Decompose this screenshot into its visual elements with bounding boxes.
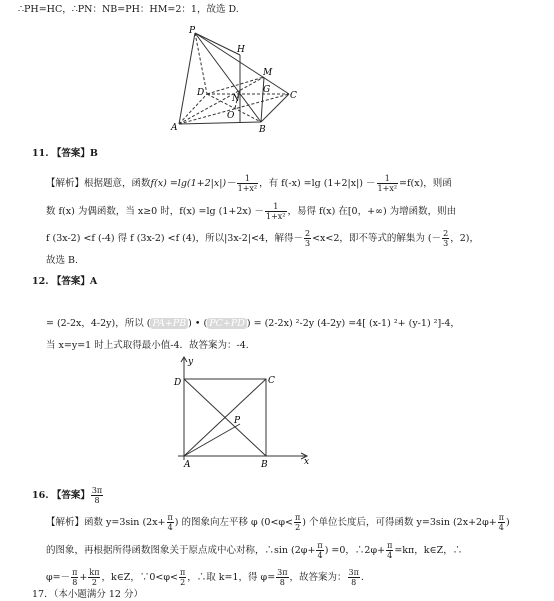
label-H: H (237, 45, 245, 55)
q11-line3: f (3x-2) <f (-4) 得 f (3x-2) <f (4)，所以|3x-2|<4，解得－ $\frac{2}{3}$ <x<2，即不等式的解集为 (－ $\frac{2}{3}$ ，2)， (46, 229, 479, 248)
q12-header: 12. 【答案】A (32, 276, 98, 287)
q16-header: 16. 【答案】 $\frac{3\pi}{8}$ (32, 486, 103, 505)
axis-x-label: x (304, 457, 310, 467)
axis-y-label: y (188, 357, 194, 367)
label-O: O (227, 111, 235, 121)
label-A: A (184, 460, 191, 470)
label-C: C (268, 376, 275, 386)
label-N: N (232, 94, 240, 104)
q16-line2: 的图象，再根据所得函数图象关于原点成中心对称，∴sin (2φ+ $\frac{\pi}{4}$ ) =0，∴2φ+ $\frac{\pi}{4}$ =kπ，k∈Z，∴ (46, 541, 463, 560)
q16-line1: 【解析】函数 y=3sin (2x+ $\frac{\pi}{4}$ ) 的图象向左平移 φ (0<φ< $\frac{\pi}{2}$ ) 个单位长度后，可得函数 y=3sin (2x+2φ+ $\frac{\pi}{4}$ ) (46, 513, 510, 532)
label-C: C (290, 91, 297, 101)
top-line: ∴PH=HC，∴PN：NB=PH：HM=2：1，故选 D. (18, 4, 239, 15)
q17-header: 17．（本小题满分 12 分） (32, 589, 143, 600)
square-figure (170, 352, 315, 470)
q11-header: 11. 【答案】B (32, 148, 98, 159)
q11-line4: 故选 B. (46, 255, 79, 266)
label-D: D (174, 378, 182, 388)
label-A: A (171, 123, 178, 133)
label-D: D (197, 88, 205, 98)
q12-line2: 当 x=y=1 时上式取得最小值-4．故答案为：-4. (46, 340, 249, 351)
label-G: G (263, 85, 271, 95)
label-B: B (259, 125, 266, 134)
q11-line2: 数 f(x) 为偶函数，当 x≥0 时，f(x) =lg (1+2x) － $\frac{1}{\text{1+x²}}$ ，易得 f(x) 在[0，+∞) 为增函数，则由 (46, 202, 457, 221)
label-B: B (261, 460, 268, 470)
q16-line3: φ=－ $\frac{\pi}{8}$ + $\frac{k\pi}{2}$ ，k∈Z，∵0<φ< $\frac{\pi}{2}$ ，∴取 k=1，得 φ= $\frac{3\pi}{8}$ ，故答案为： $\frac{3\pi}{8}$ . (46, 568, 364, 587)
label-P: P (234, 416, 241, 426)
q11-line1: 【解析】根据题意，函数f(x) =lg(1+2|x|)－ $\frac{1}{\text{1+x²}}$ ，有 f(-x) =lg (1+2|x|) － $\frac{1}{\text{1+x²}}$ =f(x)，则函 (46, 174, 452, 193)
q12-line1: = (2-2x，4-2y)，所以 ( PA+PB ) • ( PC+PD ) = (2-2x) ²-2y (4-2y) =4[ (x-1) ²+ (y-1) ²]-4， (46, 318, 460, 329)
label-P: P (189, 26, 196, 36)
pyramid-figure (165, 22, 305, 134)
label-M: M (263, 68, 273, 78)
